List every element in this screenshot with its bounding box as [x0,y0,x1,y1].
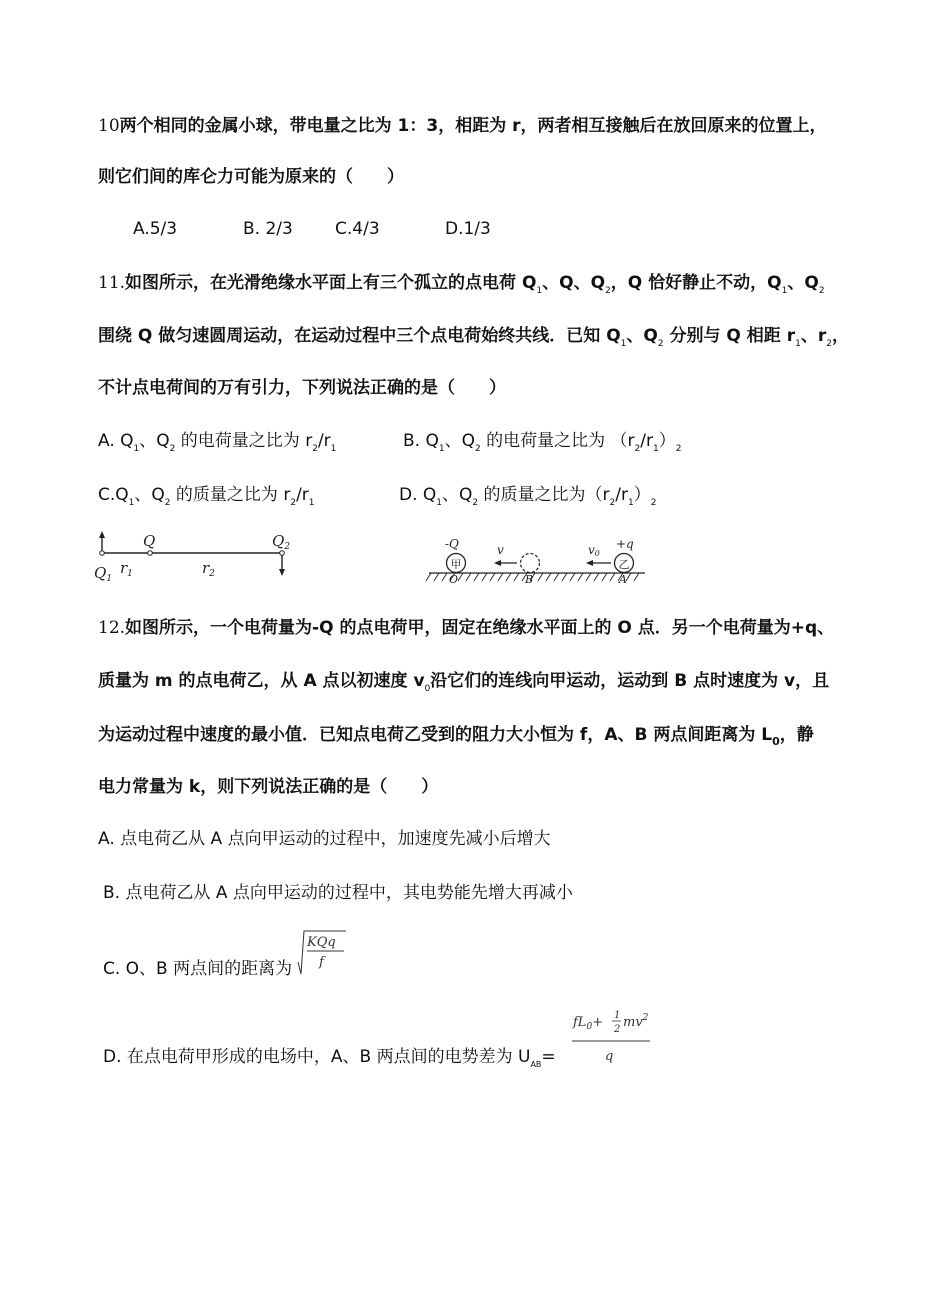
q10-options [133,218,491,240]
svg-text:2: 2 [614,1024,621,1035]
q12-option-a: A. 点电荷乙从 A 点向甲运动的过程中，加速度先减小后增大 [98,829,551,849]
q12-line2: 质量为 m 的点电荷乙，从 A 点以初速度 $v_0$沿它们的连线向甲运动，运动到 B 点时速度为 v，且 [98,671,830,694]
q11-line2: 围绕 Q 做匀速圆周运动，在运动过程中三个点电荷始终共线．已知 $Q_1$、$Q_2$ 分别与 Q 相距 $r_1$、$r_2$， [98,326,849,349]
fig1-label-q1: $Q_1$ [94,564,113,584]
fig1-label-r2: $r_2$ [202,559,215,579]
svg-text:mv2: $mv^2$ [623,1013,649,1030]
q12-line3: 为运动过程中速度的最小值．已知点电荷乙受到的阻力大小恒为 f，A、B 两点间距离为 $L_0$，静 [98,725,814,748]
svg-text:q: q [605,1049,614,1064]
q10-option-b: B. 2/3 [243,219,293,239]
q12-option-b: B. 点电荷乙从 A 点向甲运动的过程中，其电势能先增大再减小 [103,883,573,903]
q10-option-d: D.1/3 [445,219,491,239]
svg-text:KQq: KQq [307,935,336,950]
q10-option-c: C.4/3 [335,219,380,239]
q11-diagram [92,528,302,584]
q11-option-c: $C.Q_1$、$Q_2$ 的质量之比为 $r_2/r_1$ [98,485,315,508]
q10-option-a: A.5/3 [133,219,178,239]
q12-number: 12. [98,618,126,638]
q12-option-d: D. 在点电荷甲形成的电场中，A、B 两点间的电势差为 $U_{AB}=$ [103,1047,556,1069]
q10-number: 10 [98,116,120,136]
q11-number: 11. [98,273,126,293]
q11-option-b: B. $Q_1$、$Q_2$ 的电荷量之比为 $(r_2/r_1)_2$ [403,431,682,454]
fig2-label-a: A [619,573,627,585]
q10-line2: 则它们间的库仑力可能为原来的（ ） [98,167,404,187]
q12-option-c-formula [296,928,348,978]
fig1-label-q: Q [143,532,156,550]
q12-option-d-formula [570,1004,652,1070]
q11-options-cd [98,484,656,514]
q11-option-a: A. $Q_1$、$Q_2$ 的电荷量之比为 $r_2/r_1$ [98,431,337,454]
svg-text:f: f [319,955,324,970]
fig2-label-o: O [449,573,459,585]
q10-line1 [98,115,827,137]
q11-option-d: D. $Q_1$、$Q_2$ 的质量之比为$(r_2/r_1)_2$ [399,485,657,508]
fig2-label-v0: v0 [588,543,600,558]
q12-line1 [98,617,834,639]
fig1-label-r1: $r_1$ [120,559,133,579]
fig2-label-yi: 乙 [618,558,630,571]
q11-text: 如图所示，在光滑绝缘水平面上有三个孤立的点电荷 Q [125,273,537,293]
fig2-label-v: v [497,543,504,557]
q12-text: 如图所示，一个电荷量为-Q 的点电荷甲，固定在绝缘水平面上的 O 点．另一个电荷量为+q、 [125,618,835,638]
q11-options-ab [98,430,681,460]
fig1-label-q2: $Q_2$ [272,532,291,552]
svg-text:fL0+: $fL_0+$ [573,1015,604,1032]
fig2-label-b: B [525,573,534,585]
q12-diagram [425,530,650,585]
fig2-label-plus-q: +q [616,537,634,551]
svg-text:1: 1 [614,1010,621,1021]
q11-line3: 不计点电荷间的万有引力，下列说法正确的是（ ） [98,378,506,398]
fig2-label-jia: 甲 [450,558,462,571]
q11-line1: 11.如图所示，在光滑绝缘水平面上有三个孤立的点电荷 $Q_1$、Q、$Q_2$，Q 恰好静止不动，$Q_1$、$Q_2$ [98,273,825,296]
q12-option-c: C. O、B 两点间的距离为 [103,959,293,979]
q12-line4: 电力常量为 k，则下列说法正确的是（ ） [98,777,439,797]
q10-text: 两个相同的金属小球，带电量之比为 1：3，相距为 r，两者相互接触后在放回原来的位置上， [119,116,827,136]
fig2-label-minus-q: -Q [445,537,459,551]
